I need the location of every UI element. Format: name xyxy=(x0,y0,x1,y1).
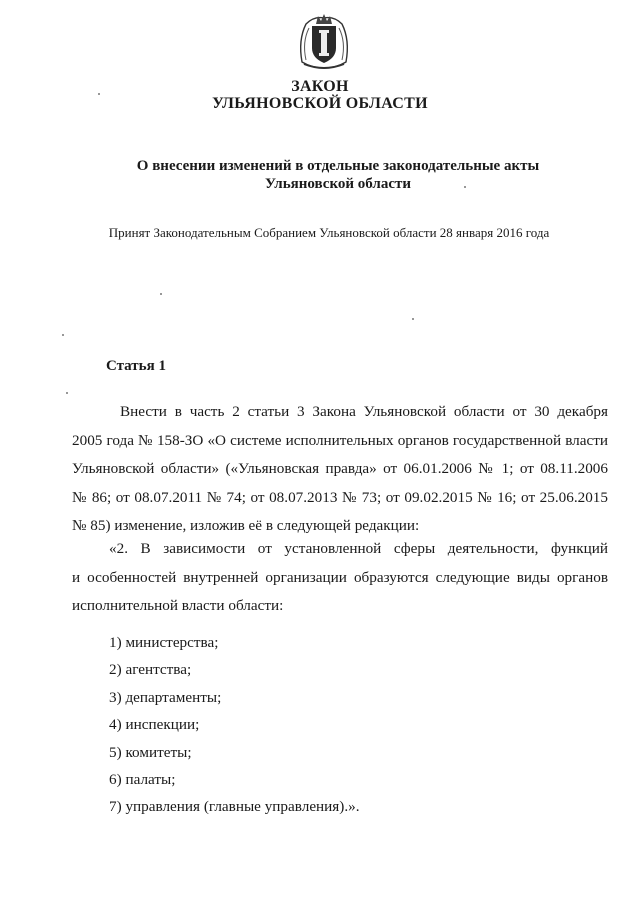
list-item: 5) комитеты; xyxy=(109,743,192,761)
article-heading: Статья 1 xyxy=(106,358,166,374)
list-item: 1) министерства; xyxy=(109,634,219,651)
scan-speck xyxy=(66,392,68,394)
scan-speck xyxy=(98,93,100,95)
paragraph-line: исполнительной власти области: xyxy=(72,597,284,614)
region-heading: УЛЬЯНОВСКОЙ ОБЛАСТИ xyxy=(212,95,428,112)
article-paragraph-2 xyxy=(72,535,608,621)
paragraph-line: Ульяновской области» («Ульяновская правда» от 06.01.2006 № 1; от 08.11.2006 xyxy=(72,460,608,477)
paragraph-line: Внести в часть 2 статьи 3 Закона Ульяновской области от 30 декабря xyxy=(120,403,608,420)
list-item: 4) инспекции; xyxy=(109,716,200,734)
list-item: 7) управления (главные управления).». xyxy=(109,798,360,816)
paragraph-line: и особенностей внутренней организации образуются следующие виды органов xyxy=(72,568,608,586)
coat-of-arms-icon xyxy=(292,10,356,74)
paragraph-line: 2005 года № 158-ЗО «О системе исполнительных органов государственной власти xyxy=(72,431,608,449)
paragraph-line: «2. В зависимости от установленной сферы деятельности, функций xyxy=(109,540,608,557)
document-title-line-1: О внесении изменений в отдельные законодательные акты xyxy=(136,158,540,174)
scan-speck xyxy=(412,318,414,320)
law-heading: ЗАКОН xyxy=(291,78,349,95)
adoption-note: Принят Законодательным Собранием Ульяновской области 28 января 2016 года xyxy=(108,225,550,240)
scan-speck xyxy=(160,293,162,295)
scan-speck xyxy=(62,334,64,336)
article-paragraph-1 xyxy=(72,398,608,541)
list-item: 3) департаменты; xyxy=(109,688,222,706)
scan-speck xyxy=(464,186,466,188)
organ-types-list xyxy=(109,629,360,821)
list-item: 6) палаты; xyxy=(109,770,176,788)
list-item: 2) агентства; xyxy=(109,661,192,679)
document-title-line-2: Ульяновской области xyxy=(264,176,412,192)
paragraph-line: № 86; от 08.07.2011 № 74; от 08.07.2013 № 73; от 09.02.2015 № 16; от 25.06.2015 xyxy=(72,488,608,506)
paragraph-line: № 85) изменение, изложив её в следующей редакции: xyxy=(72,517,420,534)
